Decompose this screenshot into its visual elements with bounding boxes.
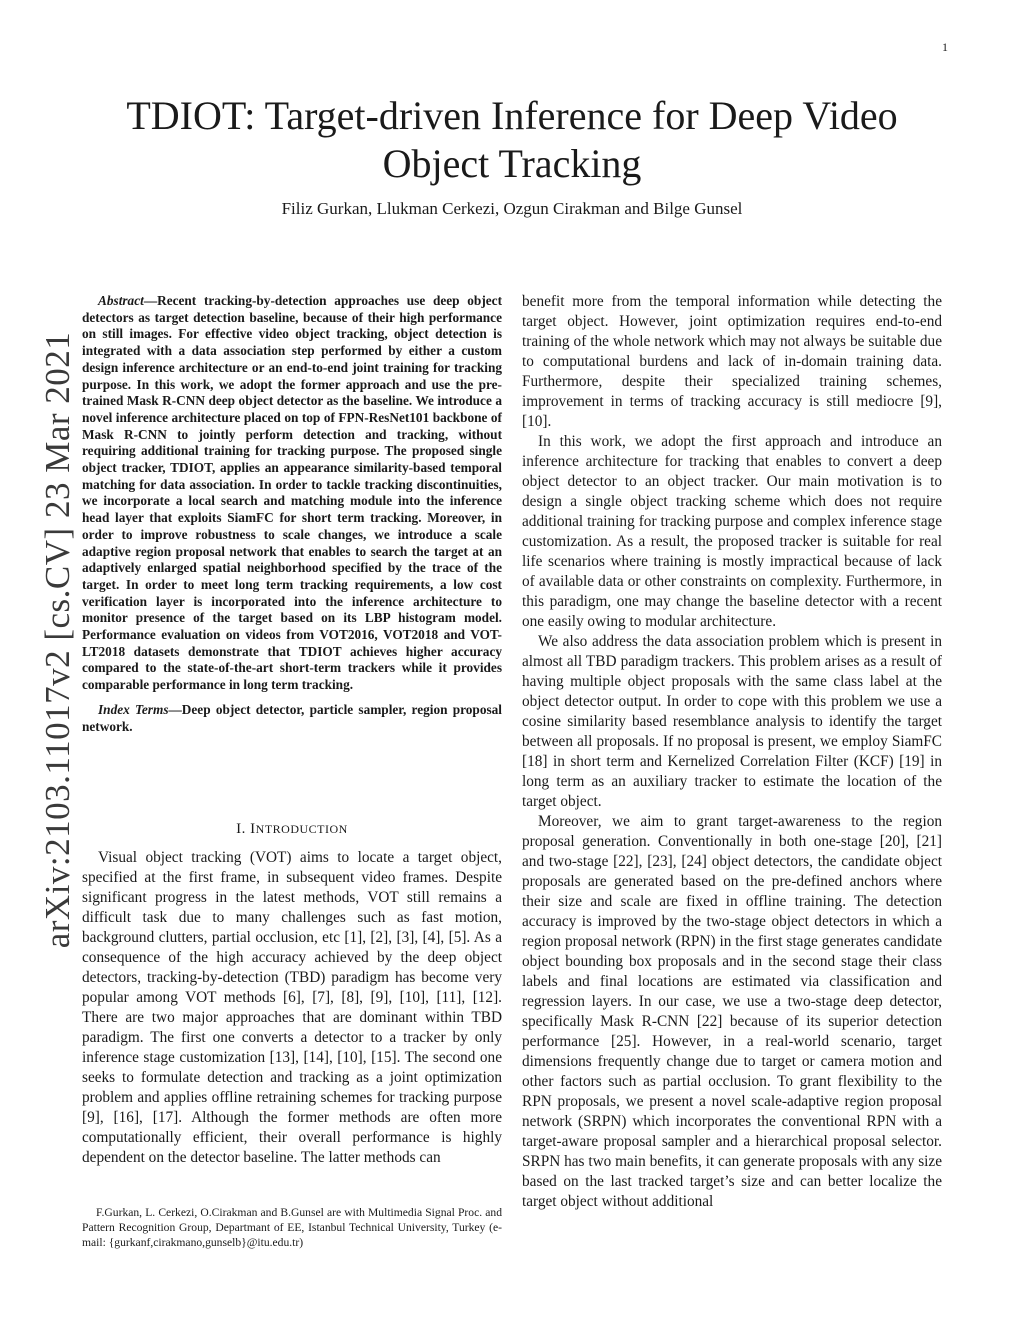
abstract-paragraph <box>82 293 502 694</box>
intro-text <box>82 848 502 1168</box>
paper-title: TDIOT: Target-driven Inference for Deep Video Object Tracking <box>126 93 898 186</box>
index-terms-text: —Deep object detector, particle sampler, region proposal network. <box>82 701 502 734</box>
body-paragraph: benefit more from the temporal information while detecting the target object. However, joint optimization requires end-to-end training of the whole network which may not always be suitable due to computational burdens and lack of in-domain training data. Furthermore, despite their specialized training schemes, improvement in terms of tracking accuracy is still mediocre [9], [10]. <box>522 293 942 430</box>
page-number: 1 <box>942 40 948 54</box>
section-title-rest: NTRODUCTION <box>255 822 348 836</box>
author-footnote <box>82 1205 502 1250</box>
section-heading-introduction <box>82 821 502 838</box>
body-paragraph: In this work, we adopt the first approach and introduce an inference architecture for tracking that enables to convert a deep object detector to an object tracker. Our main motivation is to design a single object tracking scheme which does not require additional training for tracking purpose and complex inference stage customization. As a result, the proposed tracker is suitable for real life scenarios where training is mostly impractical because of lack of available data or other constraints on complexity. Furthermore, in this paradigm, one may change the baseline detector with a recent one easily owing to modular architecture. <box>522 433 942 630</box>
body-paragraph: We also address the data association problem which is present in almost all TBD paradigm trackers. This problem arises as a result of having multiple object proposals with the same class label at the object detector output. In order to cope with this problem we use a cosine similarity based resemblance analysis to identify the target between all proposals. If no proposal is present, we employ SiamFC [18] in short term and Kernelized Correlation Filter (KCF) [19] in long term as an auxiliary tracker to estimate the location of the target object. <box>522 633 942 810</box>
abstract-text: —Recent tracking-by-detection approaches use deep object detectors as target detection baseline, because of their high performance on still images. For effective video object tracking, object detection is integrated with a data association step performed by either a custom design inference architecture or an end-to-end joint training for tracking purpose. In this work, we adopt the former approach and use the pre-trained Mask R-CNN deep object detector as the baseline. We introduce a novel inference architecture placed on top of FPN-ResNet101 backbone of Mask R-CNN to jointly perform detection and tracking, without requiring additional training for tracking purpose. The proposed single object tracker, TDIOT, applies an appearance similarity-based temporal matching for data association. In order to tackle tracking discontinuities, we incorporate a local search and matching module into the inference head layer that exploits SiamFC for short term tracking. Moreover, in order to improve robustness to scale changes, we introduce a scale adaptive region proposal network that enables to search the target at an adaptively enlarged spatial neighborhood specified by the trace of the target. In order to meet long term tracking requirements, a low cost verification layer is incorporated into the inference architecture to monitor presence of the target based on its LBP histogram model. Performance evaluation on videos from VOT2016, VOT2018 and VOT-LT2018 datasets demonstrate that TDIOT achieves higher accuracy compared to the state-of-the-art short-term trackers while it provides comparable performance in long term tracking. <box>82 293 502 693</box>
body-paragraph: Moreover, we aim to grant target-awareness to the region proposal generation. Conventionally in both one-stage [20], [21] and two-stage [22], [23], [24] object detectors, the candidate object proposals are generated based on the pre-defined anchors where their size and scale are fixed in offline training. The detection accuracy is improved by the two-stage object detectors in which a region proposal network (RPN) in the first stage generates candidate object bounding box proposals and in the second stage their class labels and final locations are estimated via classification and regression layers. In our case, we use a two-stage deep detector, specifically Mask R-CNN [22] because of its superior detection performance [25]. However, in a real-world scenario, target dimensions frequently change due to target or camera motion and other factors such as partial occlusion. To grant flexibility to the RPN proposals, we present a novel scale-adaptive region proposal network (SRPN) which incorporates the conventional RPN with a target-aware proposal sampler and a hierarchical proposal selector. SRPN has two main benefits, it can generate proposals with any size based on the last tracked target’s size and can better localize the target object without additional <box>522 813 942 1210</box>
footnote-text: F.Gurkan, L. Cerkezi, O.Cirakman and B.Gunsel are with Multimedia Signal Proc. and Pattern Recognition Group, Departmant of EE, Istanbul Technical University, Turkey (e-mail: {gurkanf,cirakmano,gunselb}@itu.edu.tr) <box>82 1206 502 1249</box>
section-title-initial: I <box>250 821 256 837</box>
index-terms-paragraph <box>82 702 502 735</box>
abstract-block <box>82 293 502 735</box>
arxiv-identifier-text: arXiv:2103.11017v2 [cs.CV] 23 Mar 2021 <box>38 331 77 949</box>
intro-paragraph: Visual object tracking (VOT) aims to locate a target object, specified at the first frame, in subsequent video frames. Despite significant progress in the latest methods, VOT still remains a difficult task due to many challenges such as fast motion, background clutters, partial occlusion, etc [1], [2], [3], [4], [5]. As a consequence of the high accuracy achieved by the deep object detectors, tracking-by-detection (TBD) paradigm has become very popular among VOT methods [6], [7], [8], [9], [10], [11], [12]. There are two major approaches that are dominant within TBD paradigm. The first one converts a detector to a tracker by only inference stage customization [13], [14], [10], [15]. The second one seeks to formulate detection and tracking as a joint optimization problem and applies offline retraining schemes for tracking purpose [9], [16], [17]. Although the former methods are often more computationally efficient, their overall performance is highly dependent on the detector baseline. The latter methods can <box>82 849 502 1166</box>
section-title <box>250 821 348 837</box>
index-terms-label: Index Terms <box>98 701 169 717</box>
abstract-label: Abstract <box>98 293 144 308</box>
author-list: Filiz Gurkan, Llukman Cerkezi, Ozgun Cirakman and Bilge Gunsel <box>281 199 743 218</box>
right-column-text <box>522 292 942 1212</box>
section-number: I. <box>236 821 246 837</box>
